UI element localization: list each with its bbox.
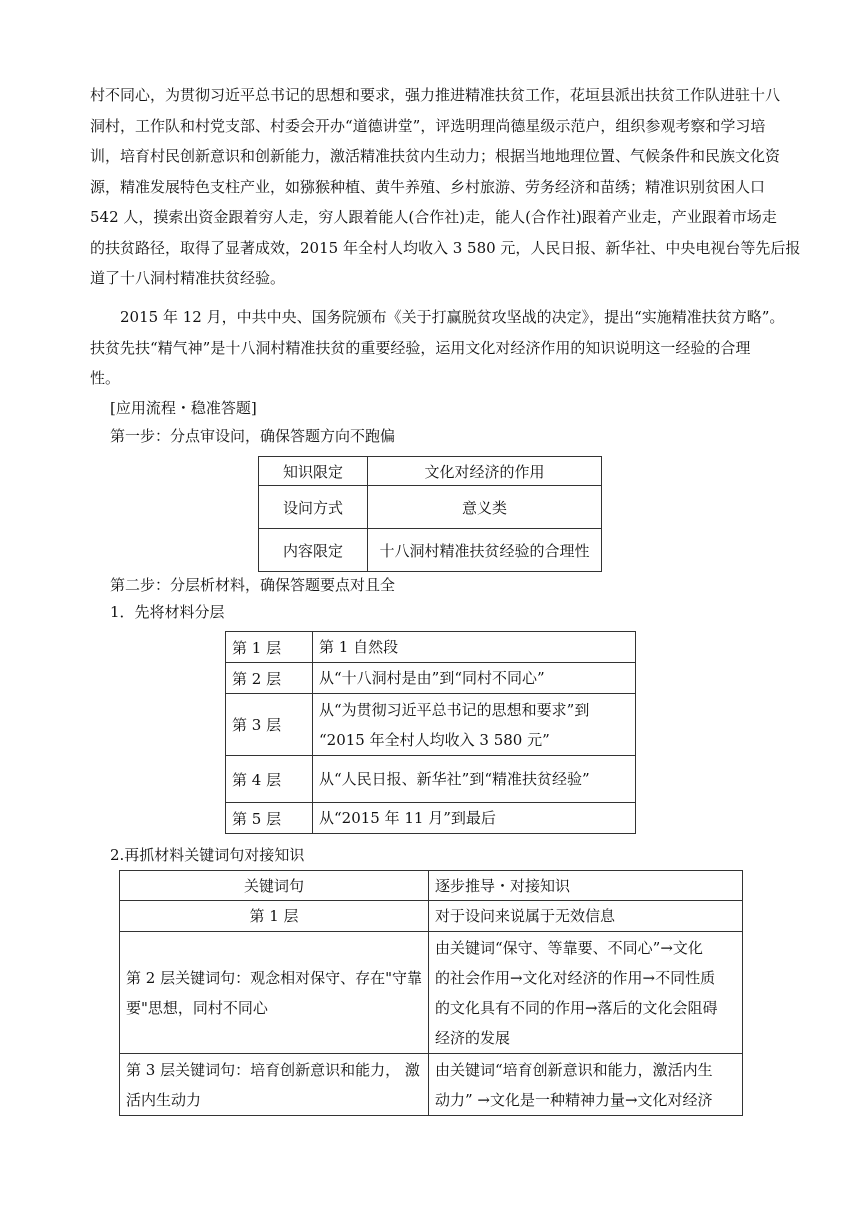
question-paragraph	[90, 302, 785, 394]
table-row	[259, 486, 602, 529]
intro-line: 村不同心，为贯彻习近平总书记的思想和要求，强力推进精准扶贫工作，花垣县派出扶贫工作队进驻十八	[90, 86, 781, 104]
intro-paragraph	[90, 80, 801, 294]
section-heading: [应用流程・稳准答题]	[110, 399, 257, 417]
intro-line: 的扶贫路径，取得了显著成效，2015 年全村人均收入 3 580 元，人民日报、新华社、中央电视台等先后报	[90, 238, 801, 257]
table-cell: 第 1 层	[226, 632, 313, 663]
table-cell: 第 3 层	[226, 694, 313, 756]
table-cell: 十八洞村精准扶贫经验的合理性	[368, 529, 602, 572]
table-cell: 第 5 层	[226, 803, 313, 834]
table-cell: 第 1 自然段	[313, 632, 636, 663]
table-header-cell: 逐步推导・对接知识	[428, 871, 742, 901]
table-cell: 对于设问来说属于无效信息	[428, 901, 742, 932]
table-cell: 第 2 层	[226, 663, 313, 694]
table-row	[259, 529, 602, 572]
intro-line: 洞村，工作队和村党支部、村委会开办“道德讲堂”，评选明理尚德星级示范户，组织参观考察和学习培	[90, 116, 766, 135]
table-cell: 设问方式	[259, 486, 368, 529]
table-cell: 第 1 层	[120, 901, 429, 932]
table-cell: 内容限定	[259, 529, 368, 572]
intro-line: 542 人，摸索出资金跟着穷人走，穷人跟着能人(合作社)走，能人(合作社)跟着产业走，产业跟着市场走	[90, 208, 777, 226]
step1-heading: 第一步：分点审设问，确保答题方向不跑偏	[110, 427, 396, 445]
table-row	[226, 756, 636, 803]
table-row	[120, 1054, 743, 1116]
table-cell: 意义类	[368, 486, 602, 529]
table-cell: 从“为贯彻习近平总书记的思想和要求”到 “2015 年全村人均收入 3 580 元”	[313, 694, 636, 756]
table-row	[226, 632, 636, 663]
question-analysis-table	[258, 456, 602, 572]
question-line: 2015 年 12 月，中共中央、国务院颁布《关于打赢脱贫攻坚战的决定》，提出“实施精准扶贫方略”。	[120, 308, 785, 326]
table-row	[120, 871, 743, 901]
layer-table	[225, 631, 636, 834]
step2-heading: 第二步：分层析材料，确保答题要点对且全	[110, 576, 396, 594]
table-row	[226, 694, 636, 756]
sub2-heading: 2.再抓材料关键词句对接知识	[110, 846, 305, 864]
table-cell: 由关键词“保守、等靠要、不同心”→文化 的社会作用→文化对经济的作用→不同性质 的文化具有不同的作用→落后的文化会阻碍 经济的发展	[428, 932, 742, 1054]
table-cell: 第 4 层	[226, 756, 313, 803]
table-row	[120, 932, 743, 1054]
table-cell: 由关键词“培育创新意识和能力，激活内生 动力” →文化是一种精神力量→文化对经济	[428, 1054, 742, 1116]
table-row	[120, 901, 743, 932]
intro-line: 源，精准发展特色支柱产业，如猕猴种植、黄牛养殖、乡村旅游、劳务经济和苗绣；精准识别贫困人口	[90, 177, 766, 196]
intro-line: 训，培育村民创新意识和创新能力，激活精准扶贫内生动力；根据当地地理位置、气候条件和民族文化资	[90, 147, 781, 165]
keyword-table	[119, 870, 743, 1116]
table-cell: 从“十八洞村是由”到“同村不同心”	[313, 663, 636, 694]
intro-line: 道了十八洞村精准扶贫经验。	[90, 269, 286, 287]
question-line: 性。	[90, 369, 121, 387]
table-cell: 第 2 层关键词句：观念相对保守、存在"守靠 要"思想，同村不同心	[120, 932, 429, 1054]
sub1-heading: 1．先将材料分层	[110, 603, 225, 621]
question-line: 扶贫先扶“精气神”是十八洞村精准扶贫的重要经验，运用文化对经济作用的知识说明这一经验的合理	[90, 338, 751, 357]
table-cell: 从“人民日报、新华社”到“精准扶贫经验”	[313, 756, 636, 803]
table-header-cell: 关键词句	[120, 871, 429, 901]
table-cell: 文化对经济的作用	[368, 457, 602, 486]
table-cell: 第 3 层关键词句：培育创新意识和能力， 激 活内生动力	[120, 1054, 429, 1116]
table-row	[226, 663, 636, 694]
table-row	[226, 803, 636, 834]
table-cell: 知识限定	[259, 457, 368, 486]
table-cell: 从“2015 年 11 月”到最后	[313, 803, 636, 834]
table-row	[259, 457, 602, 486]
